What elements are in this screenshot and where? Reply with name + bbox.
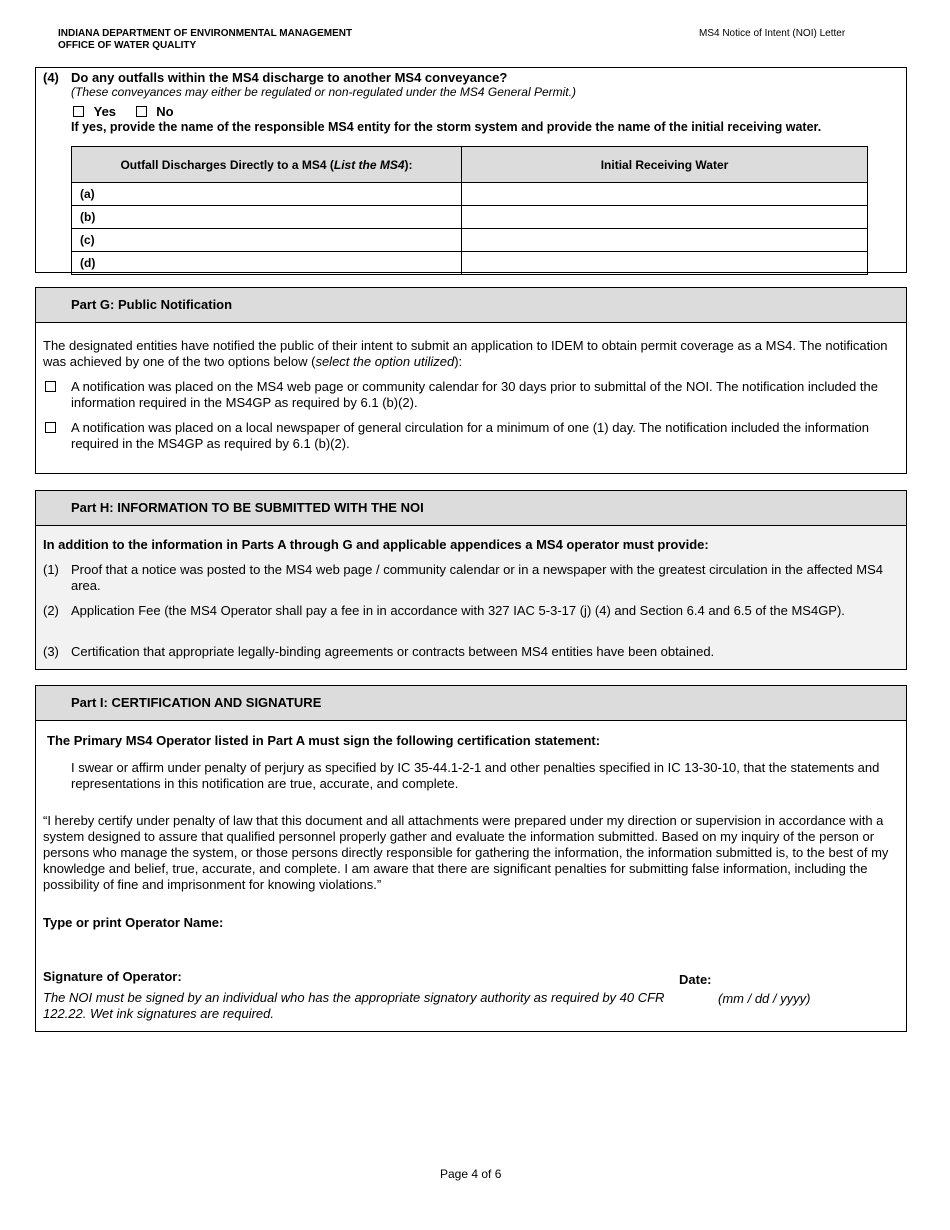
page-number: Page 4 of 6 xyxy=(440,1167,502,1181)
part-i-intro: The Primary MS4 Operator listed in Part A must sign the following certification statement: xyxy=(47,733,601,748)
yes-label: Yes xyxy=(93,104,117,119)
table-row xyxy=(72,206,868,229)
list-item-number: (2) xyxy=(43,603,59,618)
question-text: Do any outfalls within the MS4 discharge to another MS4 conveyance? xyxy=(71,70,508,85)
table-row xyxy=(72,183,868,206)
operator-name-label: Type or print Operator Name: xyxy=(43,915,224,930)
part-h-intro: In addition to the information in Parts A through G and applicable appendices a MS4 operator must provide: xyxy=(43,537,709,552)
no-label: No xyxy=(156,104,174,119)
yes-no-options xyxy=(73,104,174,120)
date-format: (mm / dd / yyyy) xyxy=(718,991,811,1006)
row-label: (b) xyxy=(72,206,462,229)
list-item-number: (3) xyxy=(43,644,59,659)
web-notice-checkbox[interactable] xyxy=(45,381,56,392)
receiving-water-cell[interactable] xyxy=(462,229,868,252)
part-g-section xyxy=(35,287,907,474)
swear-statement: I swear or affirm under penalty of perjury as specified by IC 35-44.1-2-1 and other penalties specified in IC 13-30-10, that the statements and representations in this notification are true, accurate, and complete. xyxy=(71,760,880,791)
outfall-table xyxy=(71,146,868,275)
option-newspaper-notice: A notification was placed on a local newspaper of general circulation for a minimum of one (1) day. The notification included the information required in the MS4GP as required by 6.1 (b)(2). xyxy=(71,420,870,451)
part-i-title: Part I: CERTIFICATION AND SIGNATURE xyxy=(36,686,906,721)
list-item: Proof that a notice was posted to the MS4 web page / community calendar or in a newspaper with the greatest circulation in the affected MS4 area. xyxy=(71,562,883,593)
part-h-section xyxy=(35,490,907,670)
form-title: MS4 Notice of Intent (NOI) Letter xyxy=(699,28,846,39)
office-name: OFFICE OF WATER QUALITY xyxy=(58,40,197,51)
yes-checkbox[interactable] xyxy=(73,106,84,117)
part-h-title: Part H: INFORMATION TO BE SUBMITTED WITH THE NOI xyxy=(36,491,906,526)
row-label: (d) xyxy=(72,252,462,275)
part-i-section xyxy=(35,685,907,1032)
certification-statement: “I hereby certify under penalty of law that this document and all attachments were prepared under my direction or supervision in accordance with a system designed to assure that qualified personnel properly gather and evaluate the information submitted. Based on my inquiry of the person or persons who manage the system, or those persons directly responsible for gathering the information, the information submitted is, to the best of my knowledge and belief, true, accurate, and complete. I am aware that there are significant penalties for submitting false information, including the possibility of fine and imprisonment for knowing violations.” xyxy=(43,813,889,892)
receiving-water-cell[interactable] xyxy=(462,252,868,275)
no-checkbox[interactable] xyxy=(136,106,147,117)
outfall-column-header: Outfall Discharges Directly to a MS4 (List the MS4): xyxy=(72,147,462,183)
question-instruction: If yes, provide the name of the responsible MS4 entity for the storm system and provide the name of the initial receiving water. xyxy=(71,120,822,134)
part-g-intro: The designated entities have notified the public of their intent to submit an application to IDEM to obtain permit coverage as a MS4. The notification was achieved by one of the two options below (select the option utilized): xyxy=(43,338,888,369)
date-label: Date: xyxy=(679,972,712,987)
row-label: (a) xyxy=(72,183,462,206)
newspaper-notice-checkbox[interactable] xyxy=(45,422,56,433)
part-g-title: Part G: Public Notification xyxy=(36,288,906,323)
signature-note: The NOI must be signed by an individual who has the appropriate signatory authority as required by 40 CFR 122.22. Wet ink signatures are required. xyxy=(43,990,665,1021)
question-note: (These conveyances may either be regulated or non-regulated under the MS4 General Permit.) xyxy=(71,85,576,99)
table-header-row xyxy=(72,147,868,183)
signature-label: Signature of Operator: xyxy=(43,969,182,984)
question-4-section xyxy=(35,67,907,273)
agency-name: INDIANA DEPARTMENT OF ENVIRONMENTAL MANAGEMENT xyxy=(58,28,353,39)
list-item-number: (1) xyxy=(43,562,59,577)
row-label: (c) xyxy=(72,229,462,252)
table-row xyxy=(72,252,868,275)
agency-header xyxy=(58,28,352,52)
receiving-water-column-header: Initial Receiving Water xyxy=(462,147,868,183)
receiving-water-cell[interactable] xyxy=(462,183,868,206)
table-row xyxy=(72,229,868,252)
list-item: Certification that appropriate legally-binding agreements or contracts between MS4 entities have been obtained. xyxy=(71,644,715,659)
receiving-water-cell[interactable] xyxy=(462,206,868,229)
option-web-notice: A notification was placed on the MS4 web page or community calendar for 30 days prior to submittal of the NOI. The notification included the information required in the MS4GP as required by 6.1 (b)(2). xyxy=(71,379,878,410)
list-item: Application Fee (the MS4 Operator shall pay a fee in in accordance with 327 IAC 5-3-17 (j) (4) and Section 6.4 and 6.5 of the MS4GP). xyxy=(71,603,845,618)
question-number: (4) xyxy=(43,70,59,85)
